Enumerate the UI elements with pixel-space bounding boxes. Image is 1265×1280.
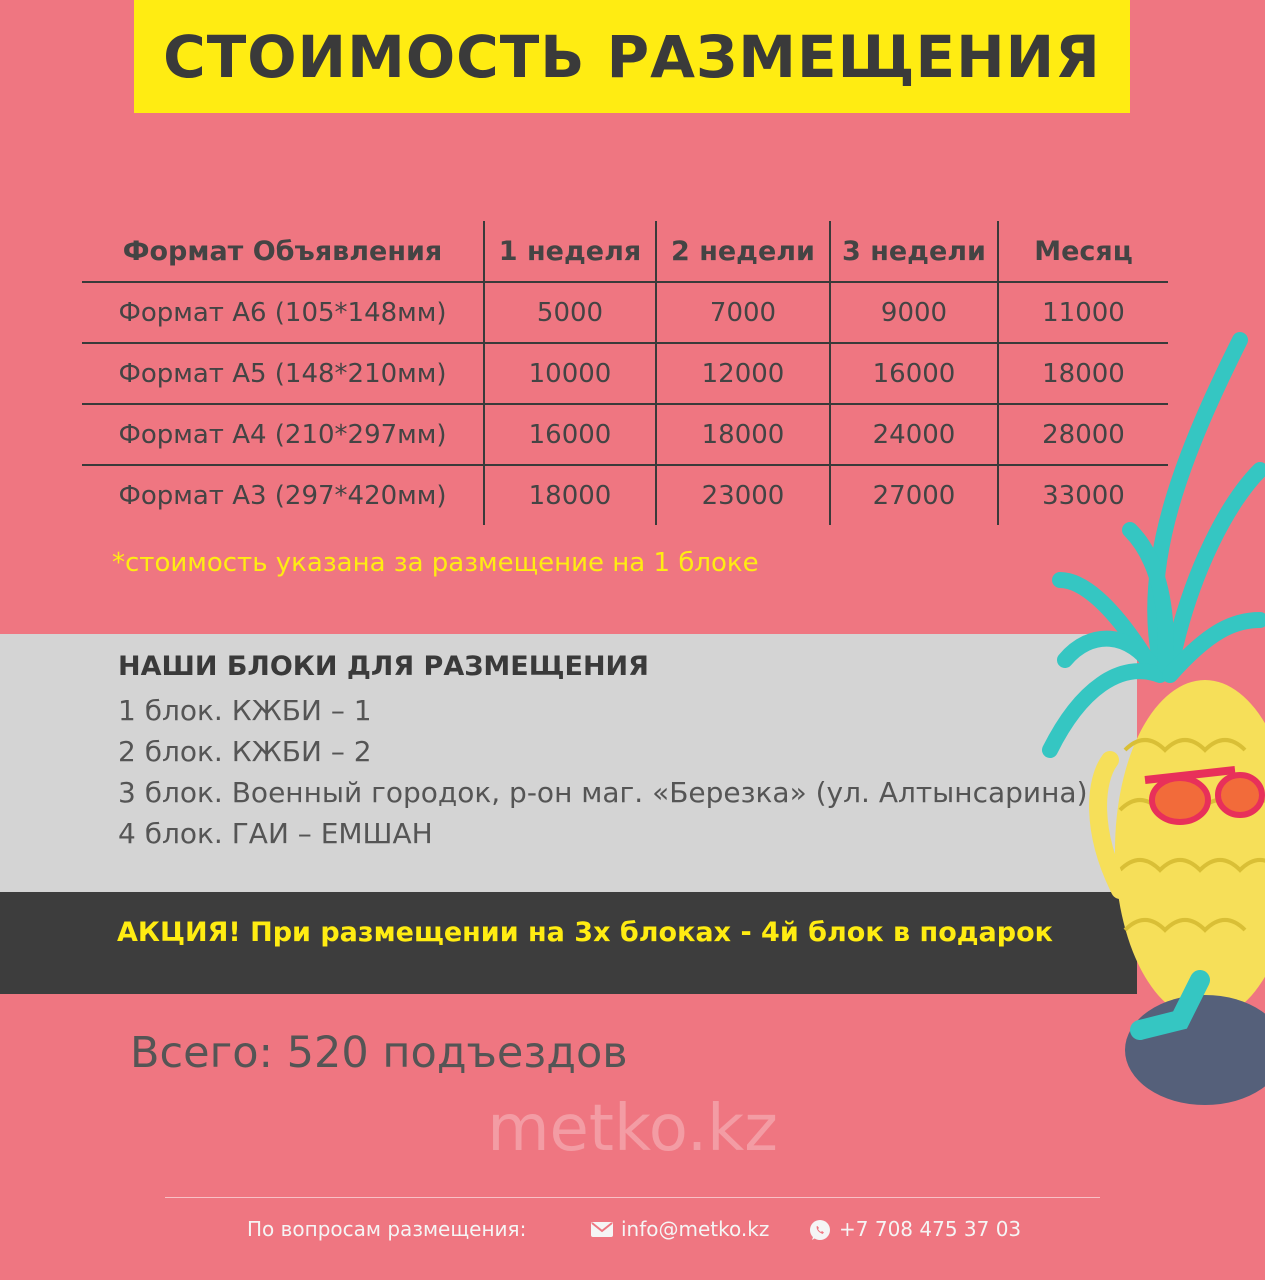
cell-price: 23000 <box>656 465 830 525</box>
mail-icon <box>590 1221 614 1238</box>
table-row <box>82 343 1168 404</box>
header-week-2: 2 недели <box>656 221 830 282</box>
cell-price: 28000 <box>998 404 1168 465</box>
footer-label: По вопросам размещения: <box>247 1217 527 1241</box>
cell-price: 18000 <box>656 404 830 465</box>
cell-price: 5000 <box>484 282 656 343</box>
blocks-title: НАШИ БЛОКИ ДЛЯ РАЗМЕЩЕНИЯ <box>118 651 649 682</box>
title-banner <box>134 0 1130 113</box>
footer-phone[interactable]: +7 708 475 37 03 <box>839 1217 1022 1241</box>
header-week-1: 1 неделя <box>484 221 656 282</box>
price-table <box>82 221 1168 525</box>
cell-format: Формат А3 (297*420мм) <box>118 480 447 511</box>
header-week-3: 3 недели <box>830 221 998 282</box>
price-note: *стоимость указана за размещение на 1 блоке <box>112 548 759 578</box>
header-month: Месяц <box>998 221 1168 282</box>
total-entrances: Всего: 520 подъездов <box>130 1028 628 1078</box>
table-header-row <box>82 221 1168 282</box>
cell-price: 11000 <box>998 282 1168 343</box>
table-row <box>82 282 1168 343</box>
page-title: СТОИМОСТЬ РАЗМЕЩЕНИЯ <box>163 22 1101 91</box>
table-row <box>82 465 1168 525</box>
footer-divider <box>165 1197 1100 1198</box>
cell-price: 12000 <box>656 343 830 404</box>
watermark: metko.kz <box>487 1092 778 1166</box>
block-item: 3 блок. Военный городок, р-он маг. «Березка» (ул. Алтынсарина) <box>118 776 1088 809</box>
cell-price: 7000 <box>656 282 830 343</box>
cell-price: 18000 <box>484 465 656 525</box>
cell-price: 18000 <box>998 343 1168 404</box>
block-item: 4 блок. ГАИ – ЕМШАН <box>118 817 433 850</box>
footer-email[interactable]: info@metko.kz <box>621 1217 770 1241</box>
cell-format: Формат А4 (210*297мм) <box>82 404 484 465</box>
cell-price: 16000 <box>484 404 656 465</box>
cell-price: 27000 <box>830 465 998 525</box>
whatsapp-icon <box>808 1219 832 1243</box>
pineapple-mascot-image <box>1020 330 1265 1110</box>
table-row <box>82 404 1168 465</box>
promo-text: АКЦИЯ! При размещении на 3х блоках - 4й блок в подарок <box>117 917 1053 948</box>
header-format: Формат Объявления <box>82 221 484 282</box>
block-item: 2 блок. КЖБИ – 2 <box>118 735 372 768</box>
cell-price: 24000 <box>830 404 998 465</box>
block-item: 1 блок. КЖБИ – 1 <box>118 694 372 727</box>
cell-price: 10000 <box>484 343 656 404</box>
cell-price: 33000 <box>998 465 1168 525</box>
cell-format: Формат А5 (148*210мм) <box>82 343 484 404</box>
cell-format: Формат А6 (105*148мм) <box>82 282 484 343</box>
cell-price: 16000 <box>830 343 998 404</box>
cell-price: 9000 <box>830 282 998 343</box>
